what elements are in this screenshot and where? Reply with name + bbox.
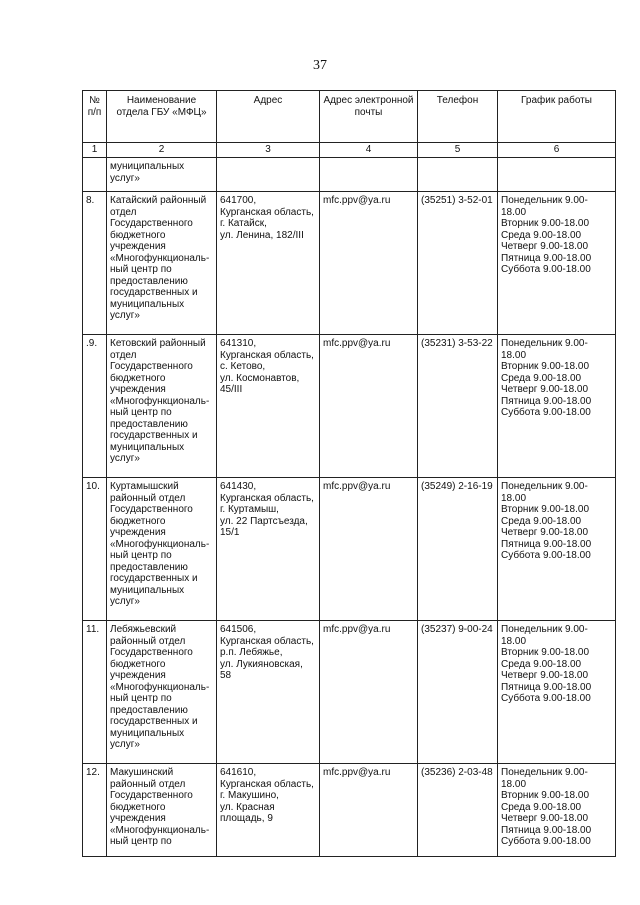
- department-phone: (35251) 3-52-01: [418, 192, 498, 335]
- continuation-phone-cell: [418, 158, 498, 192]
- row-number: .9.: [83, 335, 107, 478]
- header-address: Адрес: [217, 91, 320, 143]
- schedule-line: Среда 9.00-18.00: [501, 658, 582, 670]
- department-phone: (35231) 3-53-22: [418, 335, 498, 478]
- header-email: Адрес электронной почты: [320, 91, 418, 143]
- schedule-line: Вторник 9.00-18.00: [501, 218, 590, 229]
- address-line: Курганская область,: [220, 206, 314, 218]
- address-line: ул. Ленина, 182/III: [220, 229, 304, 241]
- continuation-num-cell: [83, 158, 107, 192]
- department-email: mfc.ppv@ya.ru: [320, 764, 418, 857]
- row-number: 11.: [83, 621, 107, 764]
- address-line: ул. Космонавтов, 45/III: [220, 372, 300, 395]
- address-line: ул. Красная площадь, 9: [220, 801, 275, 824]
- address-line: с. Кетово,: [220, 361, 266, 372]
- schedule-line: Понедельник 9.00-18.00: [501, 767, 588, 790]
- row-number: 12.: [83, 764, 107, 857]
- department-phone: (35249) 2-16-19: [418, 478, 498, 621]
- header-name: Наименование отдела ГБУ «МФЦ»: [107, 91, 217, 143]
- address-line: Курганская область,: [220, 349, 314, 361]
- schedule-line: Пятница 9.00-18.00: [501, 538, 592, 550]
- schedule-line: Среда 9.00-18.00: [501, 801, 582, 813]
- schedule-line: Суббота 9.00-18.00: [501, 407, 591, 418]
- schedule-line: Пятница 9.00-18.00: [501, 824, 592, 836]
- department-email: mfc.ppv@ya.ru: [320, 192, 418, 335]
- schedule-line: Среда 9.00-18.00: [501, 515, 582, 527]
- address-line: Курганская область,: [220, 492, 314, 504]
- address-line: 641310,: [220, 338, 257, 349]
- header-phone: Телефон: [418, 91, 498, 143]
- schedule-line: Пятница 9.00-18.00: [501, 681, 592, 693]
- header-num: № п/п: [83, 91, 107, 143]
- department-schedule: [498, 192, 616, 335]
- table-row: [83, 335, 616, 478]
- address-line: г. Катайск,: [220, 218, 267, 229]
- schedule-line: Четверг 9.00-18.00: [501, 813, 589, 824]
- schedule-line: Пятница 9.00-18.00: [501, 395, 592, 407]
- continuation-address-cell: [217, 158, 320, 192]
- department-name: Куртамышский районный отдел Государственного бюджетного учреждения «Многофункциональ-ный центр по предоставлению государственных и муниципальных услуг»: [107, 478, 217, 621]
- column-number: 2: [107, 143, 217, 158]
- address-line: Курганская область,: [220, 778, 314, 790]
- schedule-line: Вторник 9.00-18.00: [501, 504, 590, 515]
- department-address: [217, 192, 320, 335]
- department-name: Катайский районный отдел Государственного бюджетного учреждения «Многофункциональ-ный центр по предоставлению государственных и муниципальных услуг»: [107, 192, 217, 335]
- department-schedule: [498, 621, 616, 764]
- column-number: 6: [498, 143, 616, 158]
- department-name: Кетовский районный отдел Государственного бюджетного учреждения «Многофункциональ-ный центр по предоставлению государственных и муниципальных услуг»: [107, 335, 217, 478]
- column-number: 3: [217, 143, 320, 158]
- table-row: [83, 764, 616, 857]
- schedule-line: Вторник 9.00-18.00: [501, 647, 590, 658]
- page-number: 37: [313, 58, 327, 73]
- schedule-line: Четверг 9.00-18.00: [501, 384, 589, 395]
- schedule-line: Вторник 9.00-18.00: [501, 790, 590, 801]
- address-line: 641506,: [220, 624, 257, 635]
- table-row: [83, 192, 616, 335]
- address-line: 641430,: [220, 481, 257, 492]
- department-schedule: [498, 764, 616, 857]
- schedule-line: Четверг 9.00-18.00: [501, 527, 589, 538]
- column-number: 4: [320, 143, 418, 158]
- department-phone: (35236) 2-03-48: [418, 764, 498, 857]
- continuation-name-cell: муниципальных услуг»: [107, 158, 217, 192]
- schedule-line: Суббота 9.00-18.00: [501, 693, 591, 704]
- department-email: mfc.ppv@ya.ru: [320, 478, 418, 621]
- row-number: 10.: [83, 478, 107, 621]
- schedule-line: Четверг 9.00-18.00: [501, 241, 589, 252]
- table-row: [83, 621, 616, 764]
- department-schedule: [498, 478, 616, 621]
- row-number: 8.: [83, 192, 107, 335]
- department-schedule: [498, 335, 616, 478]
- column-numbers-row: [83, 143, 616, 158]
- schedule-line: Суббота 9.00-18.00: [501, 550, 591, 561]
- address-line: 641610,: [220, 767, 257, 778]
- address-line: г. Макушино,: [220, 790, 279, 801]
- column-number: 1: [83, 143, 107, 158]
- department-name: Макушинский районный отдел Государственного бюджетного учреждения «Многофункциональ-ный центр по: [107, 764, 217, 857]
- schedule-line: Суббота 9.00-18.00: [501, 836, 591, 847]
- schedule-line: Суббота 9.00-18.00: [501, 264, 591, 275]
- continuation-row: [83, 158, 616, 192]
- address-line: г. Куртамыш,: [220, 504, 279, 515]
- department-address: [217, 621, 320, 764]
- schedule-line: Понедельник 9.00-18.00: [501, 624, 588, 647]
- address-line: ул. Лукияновская, 58: [220, 658, 303, 681]
- schedule-line: Вторник 9.00-18.00: [501, 361, 590, 372]
- department-name: Лебяжьевский районный отдел Государственного бюджетного учреждения «Многофункциональ-ный центр по предоставлению государственных и муниципальных услуг»: [107, 621, 217, 764]
- schedule-line: Понедельник 9.00-18.00: [501, 338, 588, 361]
- table-row: [83, 478, 616, 621]
- address-line: Курганская область,: [220, 635, 314, 647]
- mfc-departments-table: [82, 90, 616, 857]
- table-header-row: [83, 91, 616, 143]
- header-schedule: График работы: [498, 91, 616, 143]
- department-address: [217, 478, 320, 621]
- schedule-line: Понедельник 9.00-18.00: [501, 481, 588, 504]
- department-address: [217, 335, 320, 478]
- schedule-line: Пятница 9.00-18.00: [501, 252, 592, 264]
- department-phone: (35237) 9-00-24: [418, 621, 498, 764]
- schedule-line: Среда 9.00-18.00: [501, 229, 582, 241]
- address-line: р.п. Лебяжье,: [220, 647, 283, 658]
- department-email: mfc.ppv@ya.ru: [320, 621, 418, 764]
- schedule-line: Среда 9.00-18.00: [501, 372, 582, 384]
- continuation-email-cell: [320, 158, 418, 192]
- column-number: 5: [418, 143, 498, 158]
- schedule-line: Понедельник 9.00-18.00: [501, 195, 588, 218]
- address-line: 641700,: [220, 195, 257, 206]
- department-email: mfc.ppv@ya.ru: [320, 335, 418, 478]
- department-address: [217, 764, 320, 857]
- continuation-schedule-cell: [498, 158, 616, 192]
- schedule-line: Четверг 9.00-18.00: [501, 670, 589, 681]
- address-line: ул. 22 Партсъезда, 15/1: [220, 515, 308, 538]
